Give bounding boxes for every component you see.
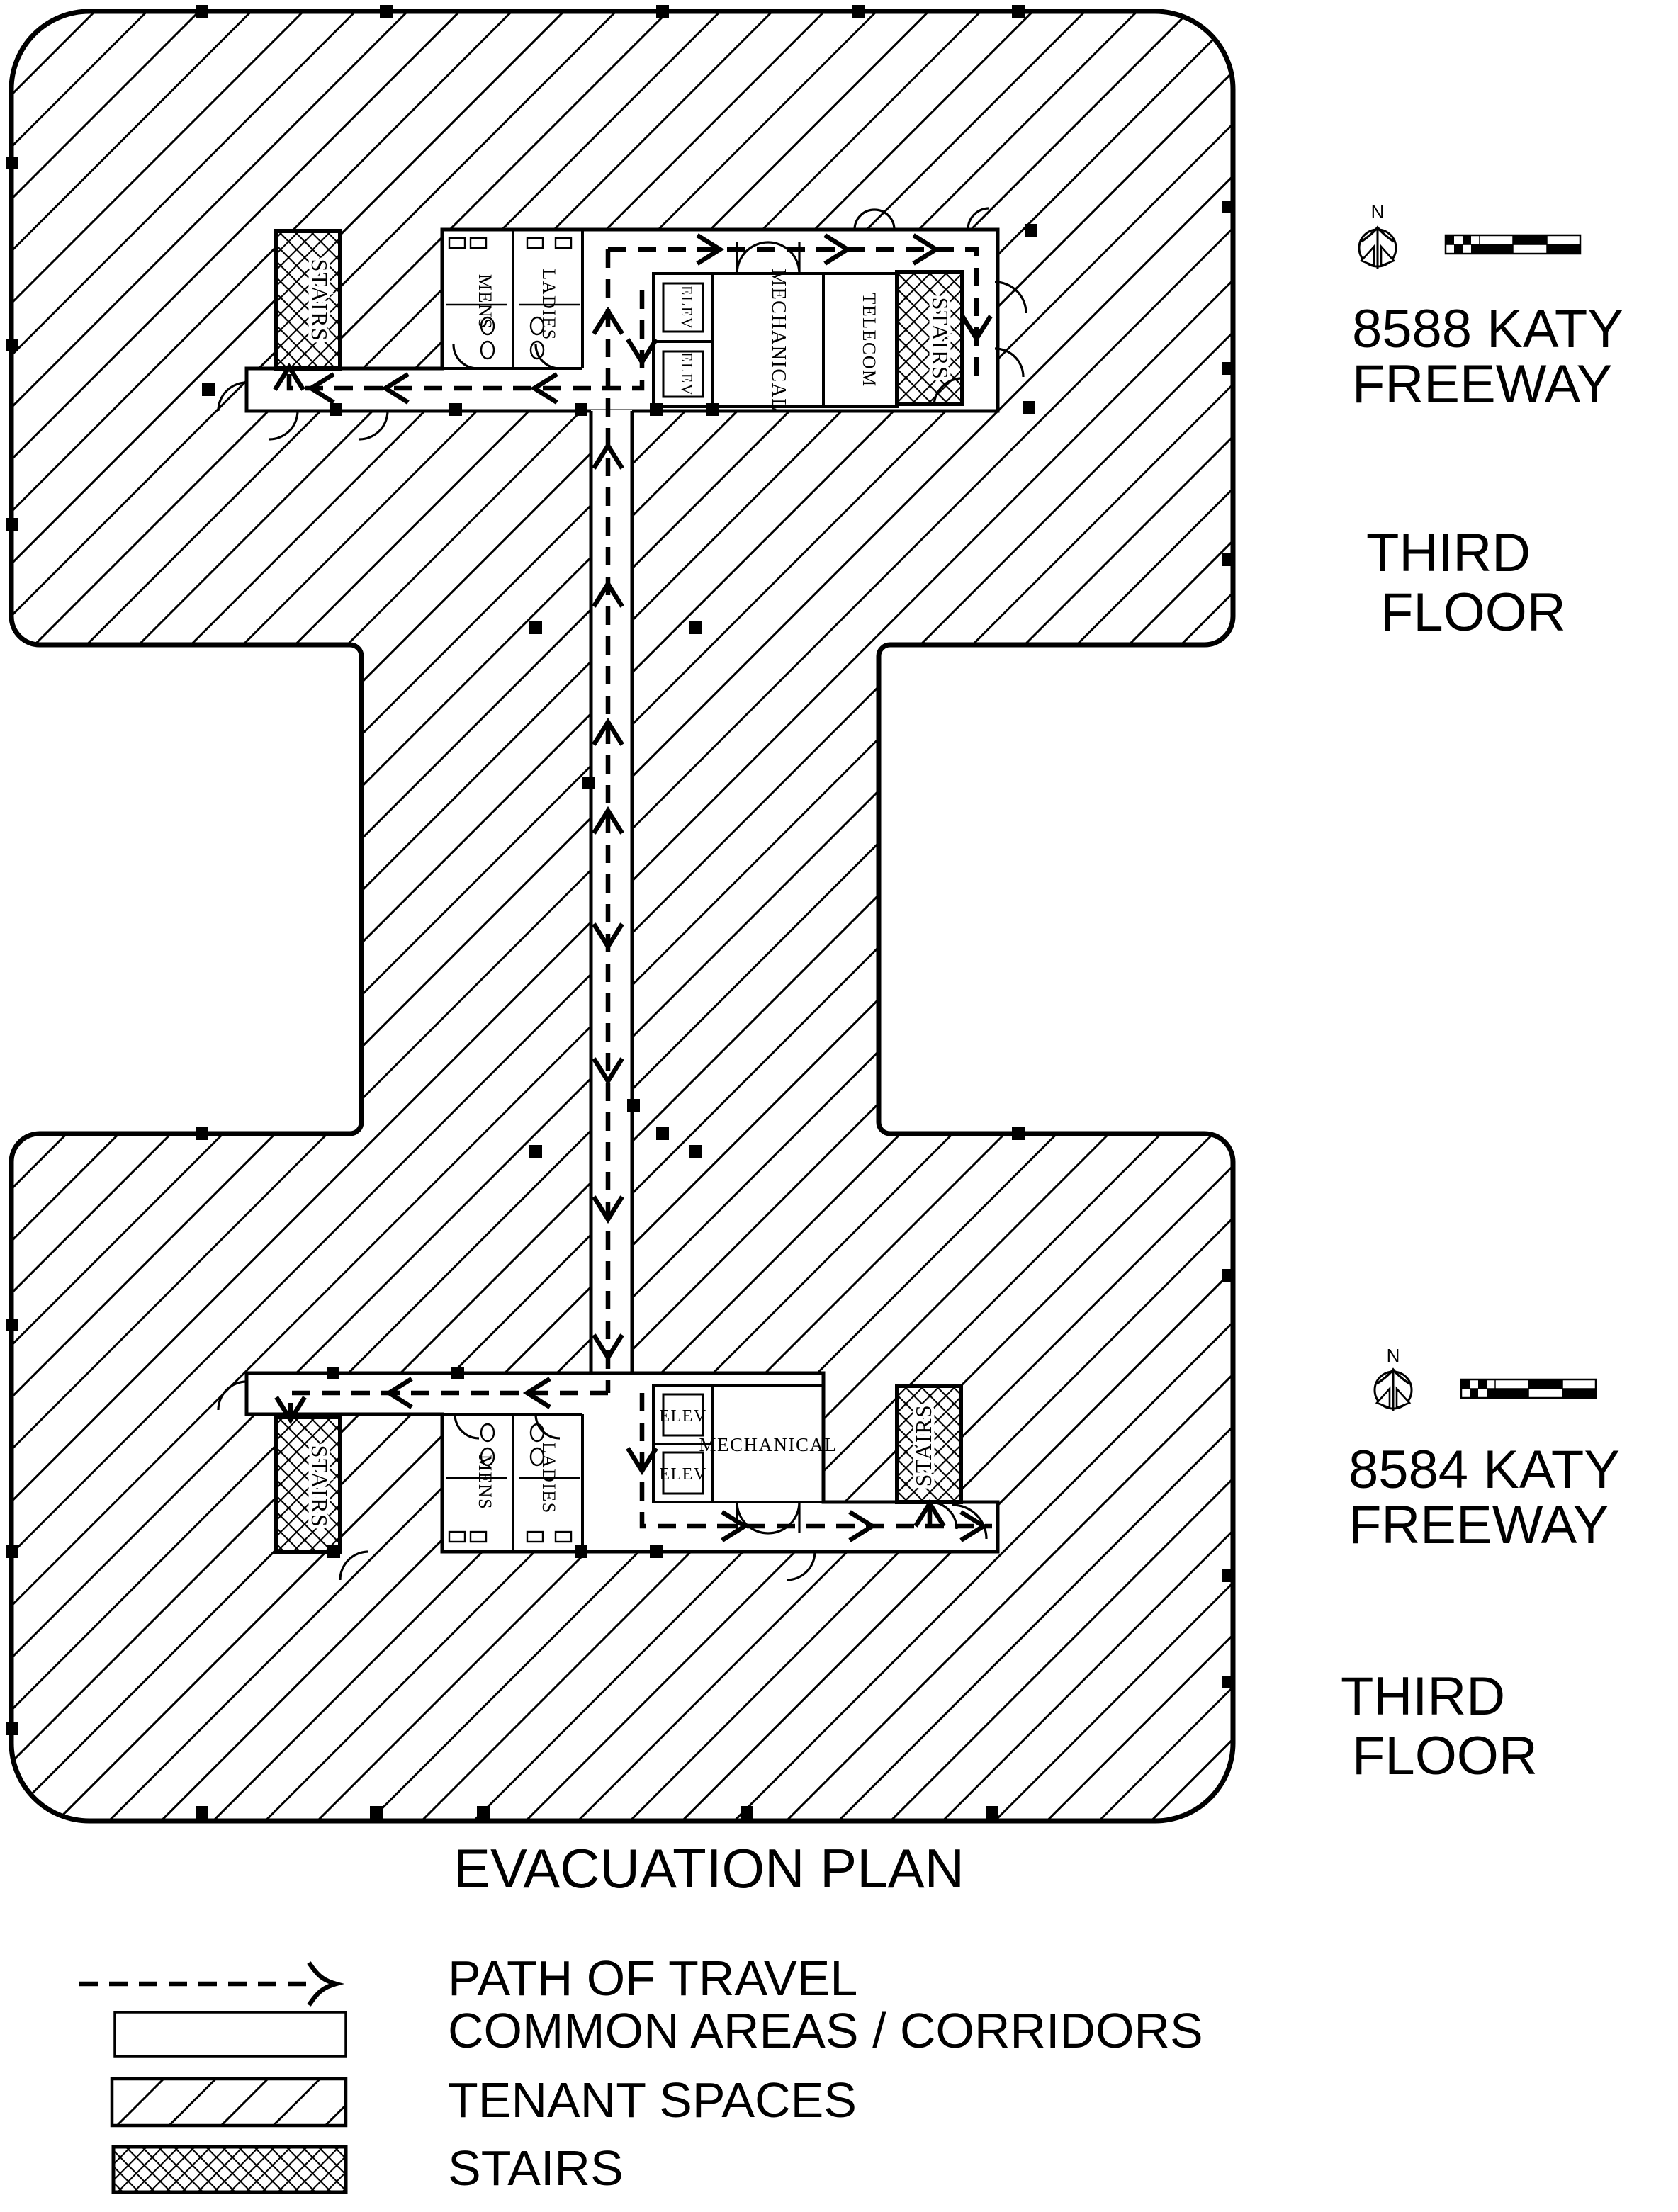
room-label-elev: ELEV — [659, 1407, 707, 1426]
north-label: N — [1386, 1345, 1400, 1366]
room-label-stairs: STAIRS — [911, 1404, 936, 1487]
room-label-ladies: LADIES — [539, 269, 559, 341]
scale-bar-icon — [1461, 1379, 1596, 1398]
room-label-stairs: STAIRS — [307, 1445, 332, 1528]
legend-item-path-of-travel — [79, 1951, 857, 2006]
diagonal-hatch-symbol — [112, 2079, 346, 2126]
room-label-elev: ELEV — [659, 1465, 707, 1484]
legend-item-label: PATH OF TRAVEL — [448, 1951, 858, 2006]
room-label-mens: MENS — [475, 1454, 495, 1511]
building-address-line2: FREEWAY — [1352, 354, 1613, 414]
room-label-telecom: TELECOM — [859, 293, 879, 388]
cross-hatch-symbol — [113, 2147, 346, 2192]
top-building-annotations — [1352, 201, 1623, 643]
scale-bar-icon — [1446, 235, 1580, 254]
legend-item-label: STAIRS — [448, 2140, 624, 2196]
north-label: N — [1370, 201, 1385, 222]
room-label-elev: ELEV — [678, 285, 696, 330]
room-label-stairs: STAIRS — [928, 297, 953, 380]
dashed-arrow-symbol — [79, 1963, 336, 2005]
building-address-line1: 8584 KATY — [1348, 1440, 1621, 1500]
room-label-elev: ELEV — [678, 351, 696, 397]
room-label-mechanical: MECHANICAL — [699, 1434, 838, 1455]
floor-label-line2: FLOOR — [1352, 1726, 1538, 1786]
legend-item-label: COMMON AREAS / CORRIDORS — [448, 2003, 1203, 2058]
bottom-building-annotations — [1341, 1345, 1620, 1786]
legend-item-common-areas — [115, 2003, 1203, 2058]
legend-item-label: TENANT SPACES — [448, 2072, 857, 2128]
floor-label-line1: THIRD — [1366, 523, 1531, 583]
room-label-mens: MENS — [475, 273, 495, 330]
room-label-ladies: LADIES — [539, 1442, 559, 1514]
building-address-line2: FREEWAY — [1348, 1495, 1609, 1555]
north-arrow-icon — [1359, 227, 1396, 269]
legend — [79, 1837, 1203, 2196]
north-arrow-icon — [1375, 1369, 1412, 1411]
neck-corridor — [591, 410, 632, 1375]
legend-title: EVACUATION PLAN — [454, 1837, 964, 1900]
room-label-stairs: STAIRS — [307, 259, 332, 342]
floor-label-line1: THIRD — [1341, 1666, 1506, 1727]
legend-item-stairs — [113, 2140, 624, 2196]
open-rectangle-symbol — [115, 2012, 346, 2056]
legend-item-tenant-spaces — [112, 2072, 857, 2128]
floor-label-line2: FLOOR — [1380, 582, 1566, 643]
building-address-line1: 8588 KATY — [1352, 299, 1624, 359]
room-label-mechanical: MECHANICAL — [767, 269, 789, 412]
